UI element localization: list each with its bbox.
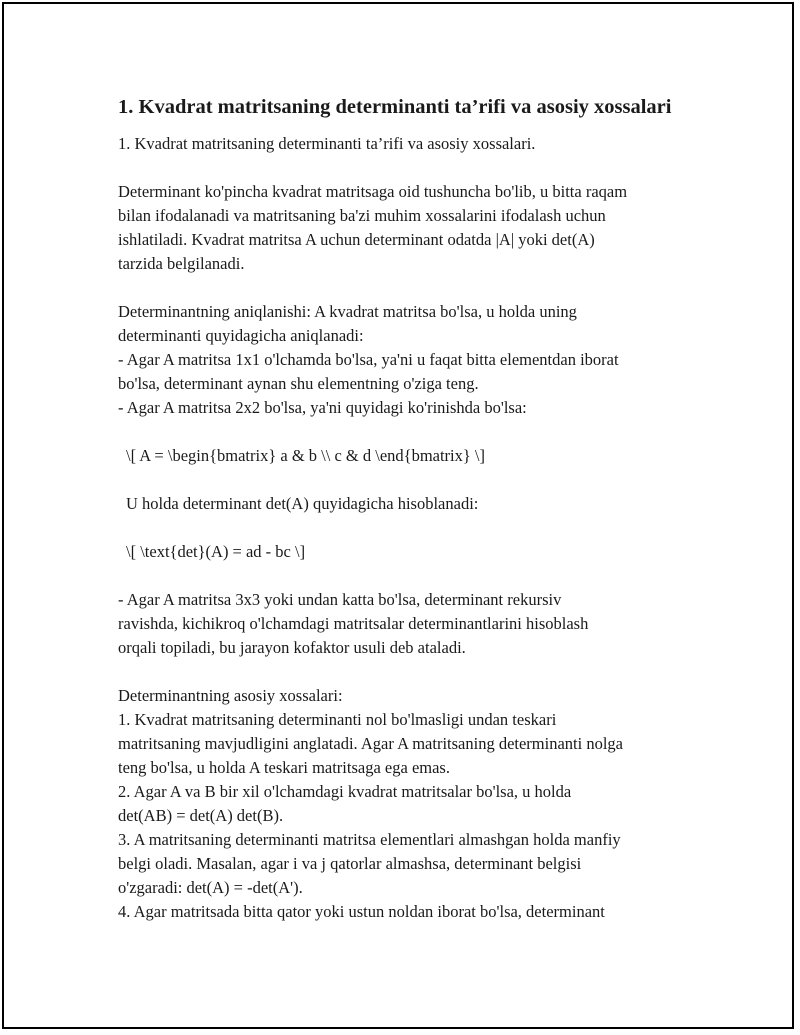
document-heading: 1. Kvadrat matritsaning determinanti ta’rifi va asosiy xossalari [118,96,672,118]
formula-line: \[ A = \begin{bmatrix} a & b \\ c & d \end{bmatrix} \] [126,446,486,465]
text-line: 3. A matritsaning determinanti matritsa elementlari almashgan holda manfiy [118,830,621,849]
paragraph-gap [118,660,698,684]
text-line: bilan ifodalanadi va matritsaning ba'zi muhim xossalarini ifodalash uchun [118,206,606,225]
text-line: belgi oladi. Masalan, agar i va j qatorlar almashsa, determinant belgisi [118,854,582,873]
text-line: tarzida belgilanadi. [118,254,245,273]
paragraph-gap [118,516,698,540]
text-line: 1. Kvadrat matritsaning determinanti nol bo'lmasligi undan teskari [118,710,557,729]
text-line: 2. Agar A va B bir xil o'lchamdagi kvadrat matritsalar bo'lsa, u holda [118,782,572,801]
text-line: determinanti quyidagicha aniqlanadi: [118,326,364,345]
text-line: ravishda, kichikroq o'lchamdagi matritsalar determinantlarini hisoblash [118,614,589,633]
paragraph-gap [118,420,698,444]
paragraph-gap [118,156,698,180]
text-line: bo'lsa, determinant aynan shu elementning o'ziga teng. [118,374,479,393]
paragraph-gap [118,468,698,492]
text-line: - Agar A matritsa 3x3 yoki undan katta bo'lsa, determinant rekursiv [118,590,562,609]
paragraph-gap [118,276,698,300]
text-line: U holda determinant det(A) quyidagicha hisoblanadi: [126,494,479,513]
text-line: 1. Kvadrat matritsaning determinanti ta’rifi va asosiy xossalari. [118,134,536,153]
text-line: Determinant ko'pincha kvadrat matritsaga oid tushuncha bo'lib, u bitta raqam [118,182,628,201]
formula-line: \[ \text{det}(A) = ad - bc \] [126,542,306,561]
text-line: Determinantning asosiy xossalari: [118,686,343,705]
text-line: matritsaning mavjudligini anglatadi. Agar A matritsaning determinanti nolga [118,734,623,753]
text-line: o'zgaradi: det(A) = -det(A'). [118,878,303,897]
text-line: det(AB) = det(A) det(B). [118,806,284,825]
text-line: teng bo'lsa, u holda A teskari matritsaga ega emas. [118,758,450,777]
text-line: orqali topiladi, bu jarayon kofaktor usuli deb ataladi. [118,638,466,657]
text-line: 4. Agar matritsada bitta qator yoki ustun noldan iborat bo'lsa, determinant [118,902,605,921]
text-line: - Agar A matritsa 1x1 o'lchamda bo'lsa, ya'ni u faqat bitta elementdan iborat [118,350,619,369]
text-line: ishlatiladi. Kvadrat matritsa A uchun determinant odatda |A| yoki det(A) [118,230,595,249]
text-line: Determinantning aniqlanishi: A kvadrat matritsa bo'lsa, u holda uning [118,302,577,321]
text-line: - Agar A matritsa 2x2 bo'lsa, ya'ni quyidagi ko'rinishda bo'lsa: [118,398,527,417]
paragraph-gap [118,564,698,588]
document-body [118,94,698,924]
